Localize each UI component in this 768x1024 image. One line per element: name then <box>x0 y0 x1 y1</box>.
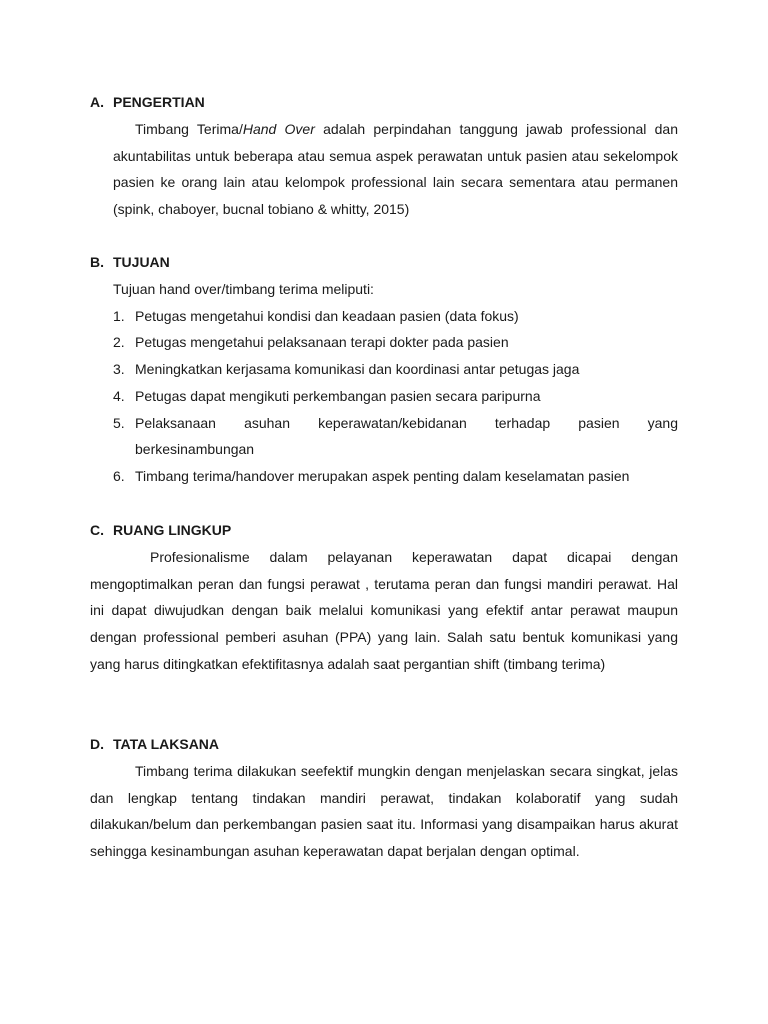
section-title: TATA LAKSANA <box>113 736 220 752</box>
section-heading <box>90 249 678 276</box>
list-item-text: Petugas mengetahui kondisi dan keadaan pasien (data fokus) <box>135 307 519 324</box>
list-item <box>90 383 678 410</box>
list-item-text: Petugas mengetahui pelaksanaan terapi dokter pada pasien <box>135 334 509 351</box>
list-item-text: Meningkatkan kerjasama komunikasi dan koordinasi antar petugas jaga <box>135 361 580 378</box>
section-paragraph <box>90 544 678 678</box>
section-ruang-lingkup <box>90 517 678 678</box>
section-paragraph <box>113 116 678 223</box>
paragraph-text: Timbang terima dilakukan seefektif mungkin dengan menjelaskan secara singkat, jelas dan lengkap tentang tindakan mandiri perawat, tindakan kolaboratif yang sudah dilakukan/belum dan perkembangan pasien saat itu. Informasi yang disampaikan harus akurat sehingga kesinambungan asuhan keperawatan dapat berjalan dengan optimal. <box>90 763 678 860</box>
section-title: TUJUAN <box>113 254 170 270</box>
list-item-number: 4. <box>113 387 125 404</box>
section-letter: D. <box>90 736 104 752</box>
list-item-number: 2. <box>113 334 125 351</box>
section-title: PENGERTIAN <box>113 94 205 110</box>
list-item <box>90 329 678 356</box>
list-item-number: 1. <box>113 307 125 324</box>
objectives-list <box>90 303 678 490</box>
paragraph-text-post: adalah perpindahan tanggung jawab professional dan akuntabilitas untuk beberapa atau semua aspek perawatan untuk pasien atau sekelompok pasien ke orang lain atau kelompok professional lain secara sementara atau permanen (spink, chaboyer, bucnal tobiano & whitty, 2015) <box>113 121 678 218</box>
list-item-number: 6. <box>113 467 125 484</box>
section-heading <box>90 517 678 544</box>
list-item <box>90 303 678 330</box>
paragraph-italic-term: Hand Over <box>242 121 315 137</box>
paragraph-text-pre: Timbang Terima/ <box>135 121 243 137</box>
section-letter: A. <box>90 94 104 110</box>
list-item-text: Pelaksanaan asuhan keperawatan/kebidanan terhadap pasien yang berkesinambungan <box>135 414 678 458</box>
list-item <box>90 410 678 463</box>
list-item-text: Petugas dapat mengikuti perkembangan pasien secara paripurna <box>135 387 541 404</box>
list-item-number: 5. <box>113 414 125 431</box>
list-item <box>90 356 678 383</box>
section-tujuan <box>90 249 678 490</box>
section-tata-laksana <box>90 731 678 865</box>
section-heading <box>90 731 678 758</box>
section-letter: C. <box>90 522 104 538</box>
paragraph-text: Profesionalisme dalam pelayanan keperawatan dapat dicapai dengan mengoptimalkan peran dan fungsi perawat , terutama peran dan fungsi mandiri perawat. Hal ini dapat diwujudkan dengan baik melalui komunikasi yang efektif antar perawat maupun dengan professional pemberi asuhan (PPA) yang lain. Salah satu bentuk komunikasi yang yang harus ditingkatkan efektifitasnya adalah saat pergantian shift (timbang terima) <box>90 549 678 672</box>
section-pengertian <box>90 89 678 223</box>
list-item <box>90 463 678 490</box>
list-item-text: Timbang terima/handover merupakan aspek penting dalam keselamatan pasien <box>135 467 630 484</box>
list-lead-text: Tujuan hand over/timbang terima meliputi: <box>113 281 374 297</box>
list-item-number: 3. <box>113 361 125 378</box>
section-title: RUANG LINGKUP <box>113 522 232 538</box>
section-paragraph <box>90 758 678 865</box>
section-heading <box>90 89 678 116</box>
section-letter: B. <box>90 254 104 270</box>
